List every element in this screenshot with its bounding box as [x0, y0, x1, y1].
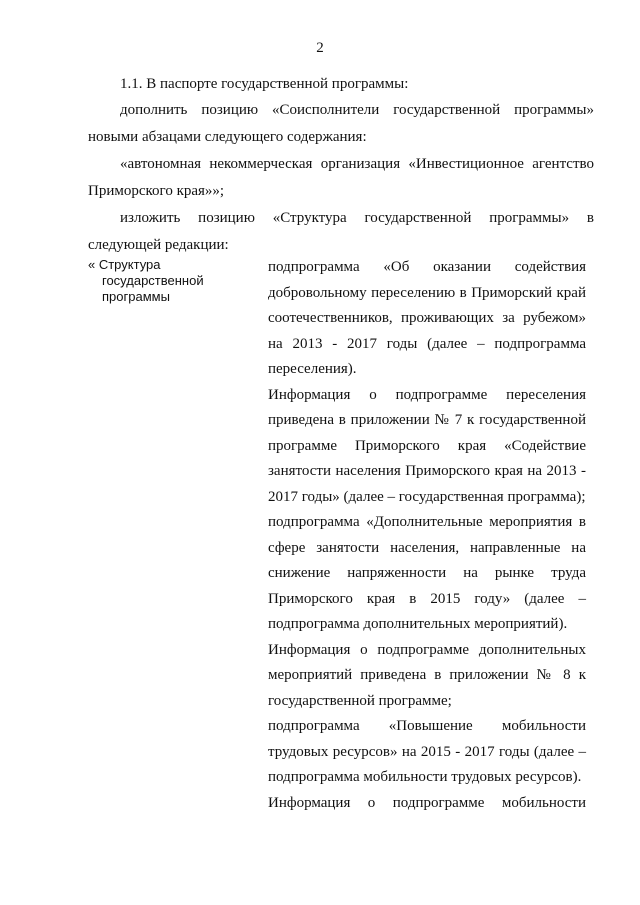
paragraph-organization: «автономная некоммерческая организация «Инвестиционное агентство Приморского края»»;: [88, 156, 594, 199]
table-left-line: государственной: [102, 273, 204, 288]
paragraph-add-position: дополнить позицию «Соисполнители государственной программы» новыми абзацами следующего содержания:: [88, 102, 594, 145]
info-mobility: Информация о подпрограмме мобильности: [268, 794, 586, 811]
table-left-column: [88, 257, 248, 305]
table-left-line: программы: [102, 289, 170, 304]
subprogram-additional-measures: подпрограмма «Дополнительные мероприятия в сфере занятости населения, направленные на снижение напряженности на рынке труда Приморского края в 2015 году» (далее – подпрограмма дополнительных мероприятий).: [268, 514, 586, 632]
info-additional-measures: Информация о подпрограмме дополнительных мероприятий приведена в приложении № 8 к государственной программе;: [268, 641, 586, 709]
paragraph-structure-intro: изложить позицию «Структура государственной программы» в следующей редакции:: [88, 210, 594, 253]
subprogram-mobility: подпрограмма «Повышение мобильности трудовых ресурсов» на 2015 - 2017 годы (далее – подпрограмма мобильности трудовых ресурсов).: [268, 718, 586, 785]
info-resettlement: Информация о подпрограмме переселения приведена в приложении № 7 к государственной программе Приморского края «Содействие занятости населения Приморского края на 2013 - 2017 годы» (далее – государственная программа);: [268, 386, 586, 505]
table-left-line: « Структура: [88, 257, 161, 272]
subprogram-resettlement: подпрограмма «Об оказании содействия добровольному переселению в Приморский край соотечественников, проживающих за рубежом» на 2013 - 2017 годы (далее – подпрограмма переселения).: [268, 259, 586, 377]
paragraph-passport-intro: 1.1. В паспорте государственной программы:: [120, 76, 409, 92]
page-number: 2: [316, 40, 324, 56]
table-right-column: [268, 255, 586, 816]
